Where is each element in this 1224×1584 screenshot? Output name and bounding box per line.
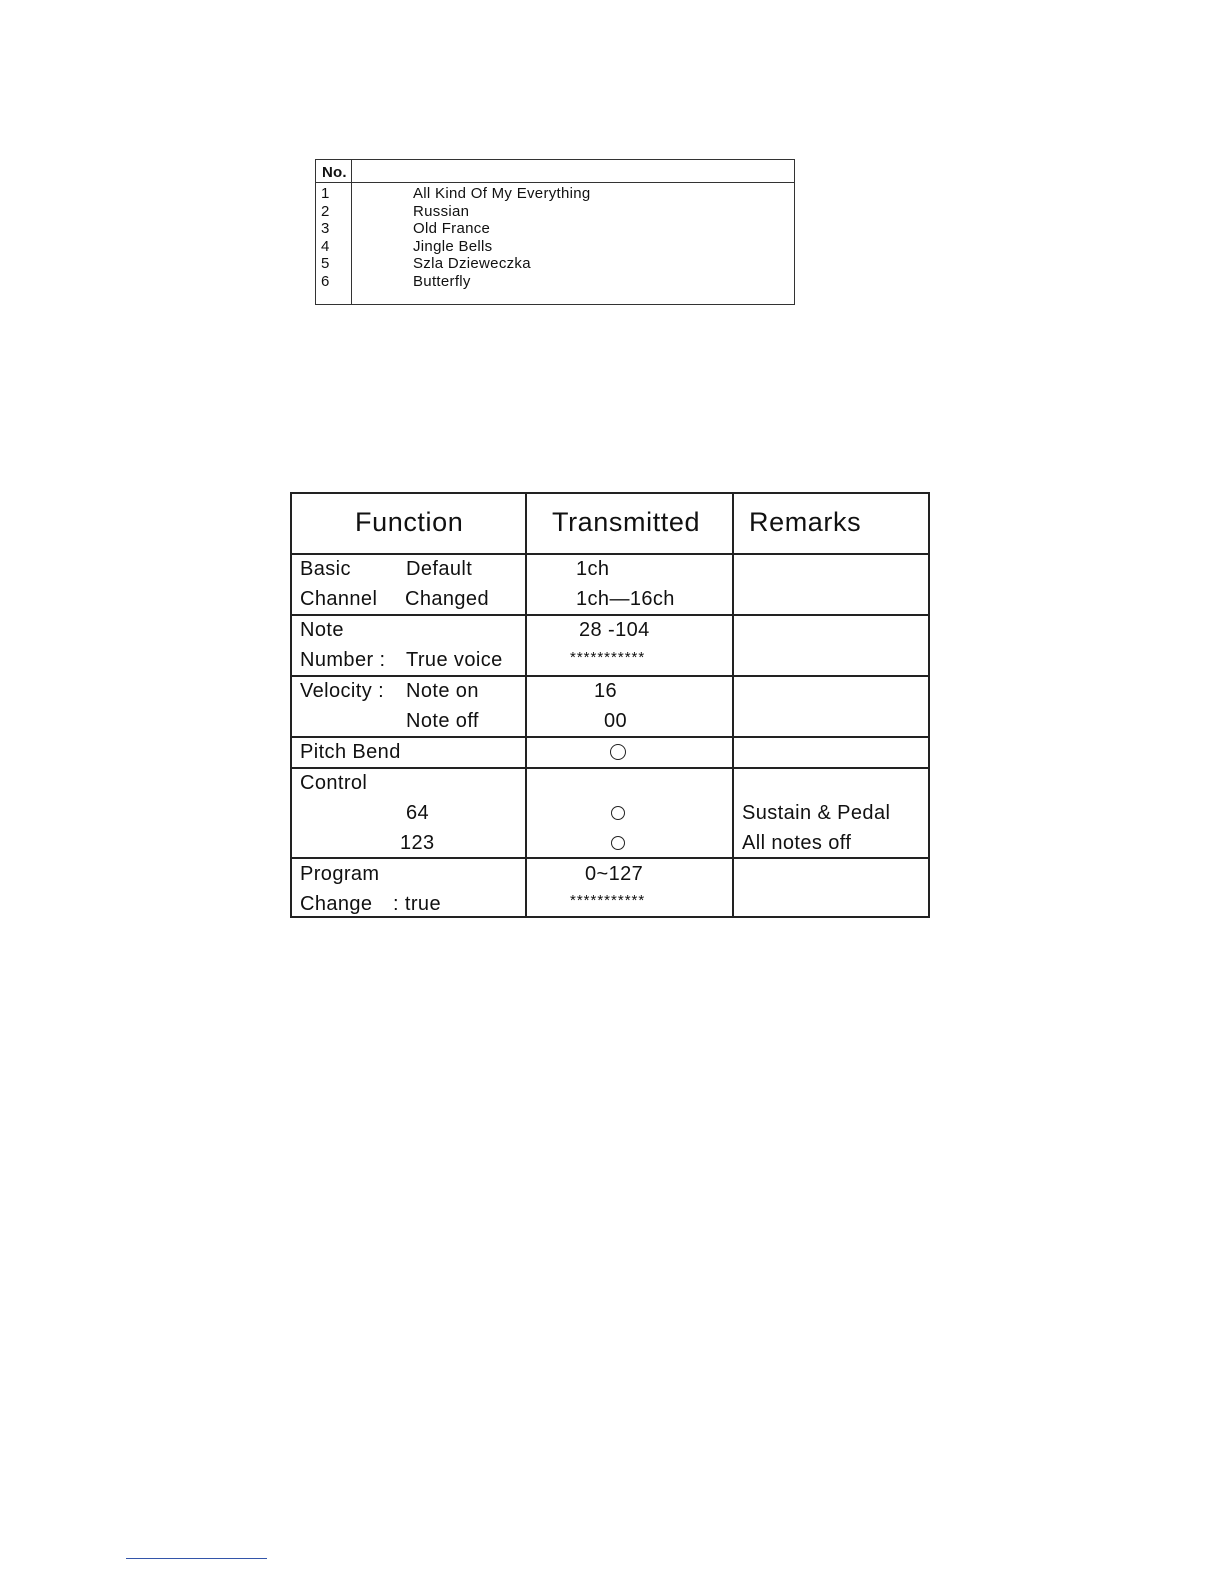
column-header-remarks: Remarks (749, 507, 862, 537)
row-label: Pitch Bend (300, 741, 401, 763)
song-number: 6 (321, 273, 330, 290)
transmitted-value: 00 (604, 710, 628, 732)
row-label: Basic (300, 558, 351, 580)
column-divider (732, 494, 734, 916)
transmitted-value: 0~127 (585, 863, 644, 885)
column-header-transmitted: Transmitted (552, 507, 701, 537)
row-divider (292, 857, 928, 859)
song-title: Butterfly (413, 273, 471, 290)
list-item (316, 273, 794, 291)
column-header-function: Function (355, 507, 464, 537)
row-sublabel: : true (393, 893, 441, 915)
row-sublabel: Default (406, 558, 473, 580)
song-title: Jingle Bells (413, 238, 493, 255)
row-divider (292, 736, 928, 738)
song-list-table (315, 159, 795, 305)
remark-text: All notes off (742, 832, 852, 854)
song-number: 4 (321, 238, 330, 255)
row-label: Note (300, 619, 344, 641)
list-item (316, 185, 794, 203)
song-title: Szla Dzieweczka (413, 255, 531, 272)
row-sublabel: Note on (406, 680, 479, 702)
supported-circle-icon (611, 806, 625, 820)
column-divider (525, 494, 527, 916)
song-number: 1 (321, 185, 330, 202)
row-label: Velocity : (300, 680, 385, 702)
transmitted-value: 1ch—16ch (576, 588, 675, 610)
song-number: 2 (321, 203, 330, 220)
midi-implementation-table (290, 492, 930, 918)
row-label: Control (300, 772, 368, 794)
transmitted-value: *********** (570, 649, 646, 666)
transmitted-value: *********** (570, 892, 646, 909)
transmitted-value: 16 (594, 680, 618, 702)
row-label: Channel (300, 588, 378, 610)
song-number-header: No. (322, 164, 347, 181)
song-list-header (316, 160, 794, 183)
row-divider (292, 675, 928, 677)
row-sublabel: True voice (406, 649, 503, 671)
song-number: 5 (321, 255, 330, 272)
row-label: Change (300, 893, 373, 915)
list-item (316, 238, 794, 256)
song-title: Old France (413, 220, 491, 237)
list-item (316, 220, 794, 238)
remark-text: Sustain & Pedal (742, 802, 891, 824)
row-divider (292, 767, 928, 769)
control-number: 64 (406, 802, 430, 824)
supported-circle-icon (611, 836, 625, 850)
song-title: All Kind Of My Everything (413, 185, 591, 202)
footnote-separator (126, 1558, 267, 1559)
supported-circle-icon (610, 744, 626, 760)
song-title: Russian (413, 203, 470, 220)
song-number: 3 (321, 220, 330, 237)
list-item (316, 203, 794, 221)
row-label: Number : (300, 649, 386, 671)
control-number: 123 (400, 832, 435, 854)
list-item (316, 255, 794, 273)
transmitted-value: 1ch (576, 558, 610, 580)
row-label: Program (300, 863, 380, 885)
row-sublabel: Note off (406, 710, 479, 732)
row-sublabel: Changed (405, 588, 489, 610)
transmitted-value: 28 -104 (579, 619, 650, 641)
row-divider (292, 553, 928, 555)
row-divider (292, 614, 928, 616)
